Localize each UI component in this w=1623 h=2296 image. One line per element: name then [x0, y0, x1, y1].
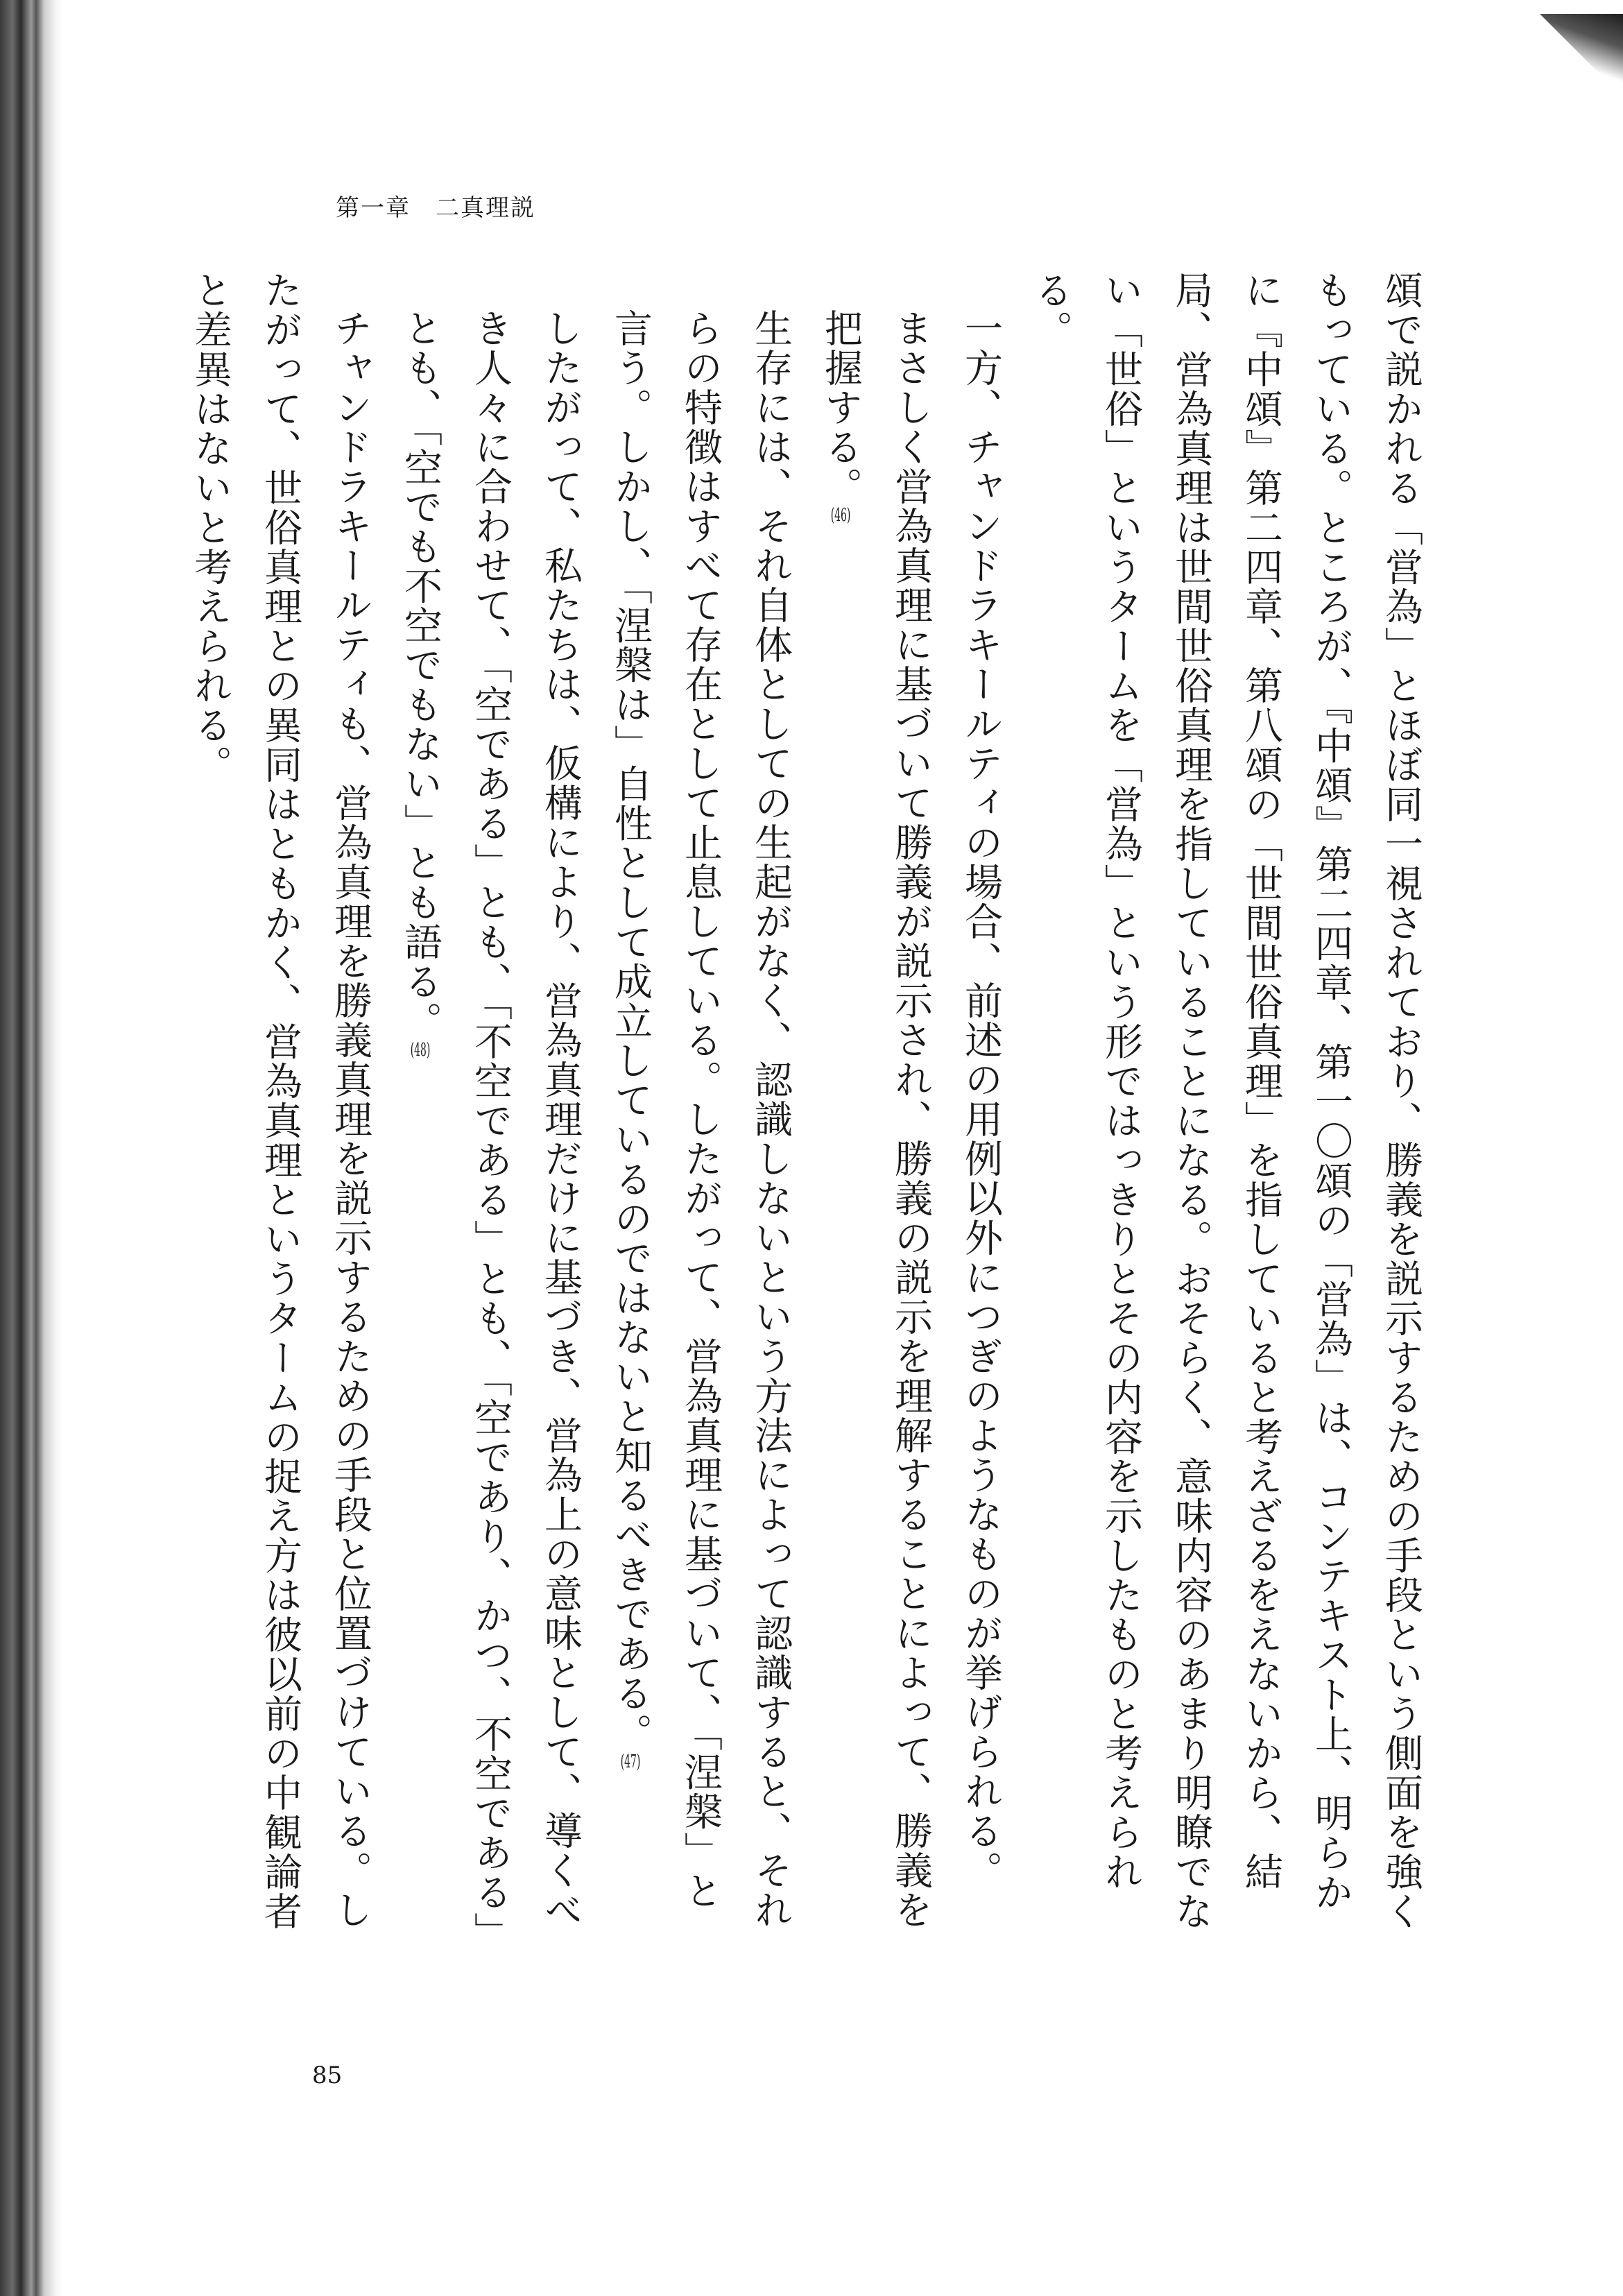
quote-text: まさしく営為真理に基づいて勝義が説示され、勝義の説示を理解することによって、勝義を把握する。 [818, 309, 933, 1930]
paragraph-text: 一方、チャンドラキールティの場合、前述の用例以外につぎのようなものが挙げられる。 [959, 309, 1003, 1890]
block-quote [595, 271, 805, 1935]
note-reference[interactable]: (46) [830, 506, 851, 524]
page-number: 85 [312, 2062, 343, 2089]
paragraph-text: 頌で説かれる「営為」とほぼ同一視されており、勝義を説示するための手段という側面を強くもっている。ところが、『中頌』第二四章、第一〇頌の「営為」は、コンテキスト上、明らかに『中頌』第二四章、第八頌の「世間世俗真理」を指していると考えざるをえないから、結局、営為真理は世間世俗真理を指していることになる。おそらく、意味内容のあまり明瞭でない「世俗」というタームを「営為」という形ではっきりとその内容を示したものと考えられる。 [1029, 271, 1423, 1931]
paragraph [175, 271, 385, 1935]
paragraph-continuation [1015, 271, 1436, 1935]
quote-text: したがって、私たちは、仮構により、営為真理だけに基づき、営為上の意味として、導くべき人々に合わせて、「空である」とも、「不空である」とも、「空であり、かつ、不空である」とも、「空でも不空でもない」とも語る。 [398, 309, 583, 1933]
note-reference[interactable]: (47) [620, 1752, 641, 1771]
running-head: 第一章 二真理説 [336, 194, 535, 222]
paragraph-text: チャンドラキールティも、営為真理を勝義真理を説示するための手段と位置づけている。したがって、世俗真理との異同はともかく、営為真理というタームの捉え方は彼以前の中観論者と差異はないと考えられる。 [188, 271, 372, 1931]
note-reference[interactable]: (48) [410, 1040, 431, 1059]
vertical-body-text [146, 271, 1436, 1935]
block-quote [385, 271, 595, 1935]
scan-corner-shadow [1540, 14, 1623, 97]
quote-text: 生存には、それ自体としての生起がなく、認識しないという方法によって認識すると、それらの特徴はすべて存在として止息している。したがって、営為真理に基づいて、「涅槃」と言う。しかし、「涅槃は」自性として成立しているのではないと知るべきである。 [608, 309, 793, 1930]
block-quote [805, 271, 945, 1935]
paragraph [945, 271, 1015, 1935]
scan-binding-shadow [0, 0, 62, 2296]
